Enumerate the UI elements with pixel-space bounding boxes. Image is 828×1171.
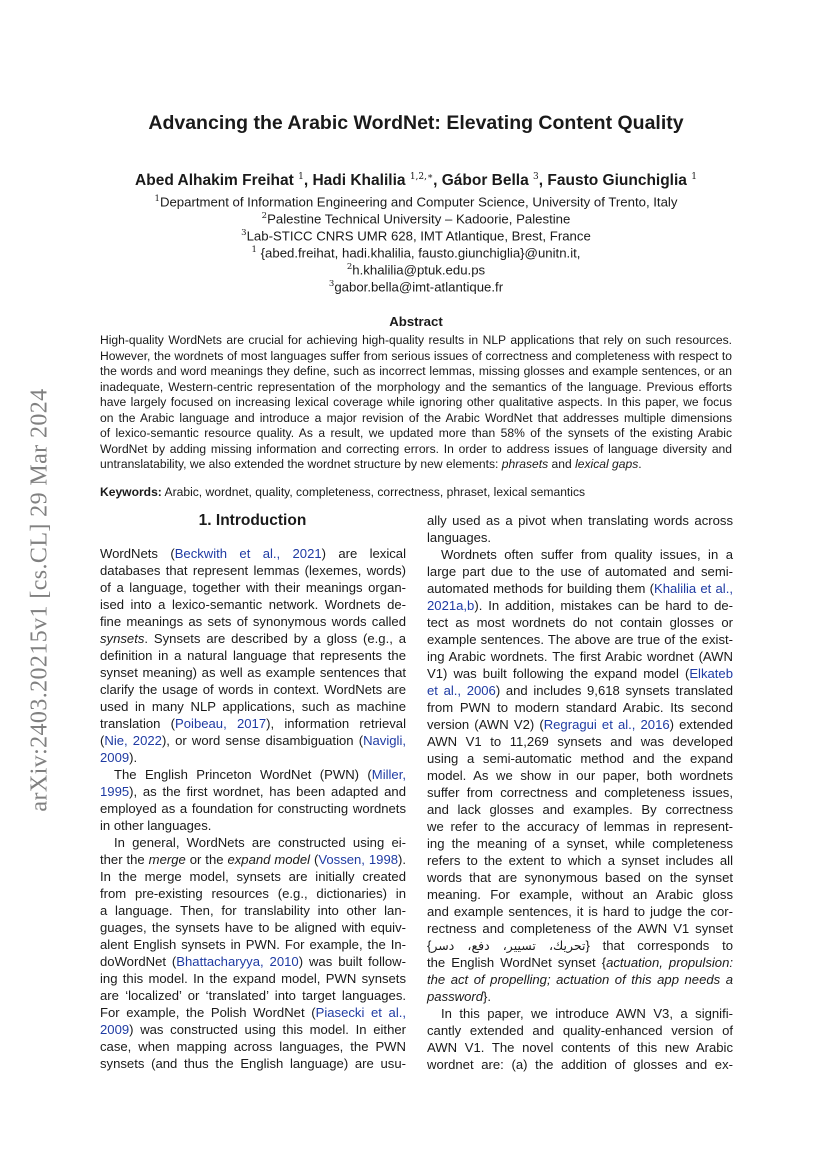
text-line: case, when mapping across languages, the PWN — [100, 1039, 406, 1054]
text-line: In general, WordNets are constructed using ei- — [114, 835, 406, 850]
text-line — [100, 630, 406, 647]
author-name: Fausto Giunchiglia — [547, 172, 687, 190]
citation-link[interactable]: Poibeau, 2017 — [175, 716, 267, 731]
citation-link[interactable]: Nie, 2022 — [104, 733, 162, 748]
line-text: ). — [398, 852, 407, 867]
text-line: model. As we show in our paper, both wordnets — [427, 768, 733, 783]
text-line: tect as most wordnets do not contain glosses or — [427, 615, 733, 630]
text-line: definition in a natural language that represents the — [100, 648, 406, 663]
affiliation-mark: 2 — [346, 262, 353, 272]
text-line — [427, 597, 733, 614]
email-text: gabor.bella@imt-atlantique.fr — [334, 279, 504, 295]
text-line — [100, 851, 406, 868]
line-text: } that corresponds to — [585, 938, 733, 953]
abstract-line: High-quality WordNets are crucial for achieving high-quality results in NLP applications that rely on such resources. — [100, 333, 732, 347]
line-text: ). — [129, 750, 138, 765]
text-line: rectness and completeness of the AWN V1 synset — [427, 921, 733, 936]
arxiv-identifier: arXiv:2403.20215v1 [cs.CL] 29 Mar 2024 — [26, 388, 53, 812]
text-line: synsets (and thus the English language) are usu- — [100, 1056, 406, 1071]
abstract-text: . — [638, 457, 642, 471]
line-text: ) and includes 9,618 synsets translated — [495, 683, 733, 698]
text-line — [427, 954, 733, 971]
arxiv-side-stamp — [18, 340, 62, 860]
affiliation-text: Palestine Technical University – Kadoorie, Palestine — [267, 211, 571, 227]
text-line — [427, 716, 733, 733]
line-text: ( — [100, 733, 105, 748]
citation-link[interactable]: 1995 — [100, 784, 130, 799]
left-column — [100, 545, 406, 1072]
text-line — [100, 1004, 406, 1021]
text-line: ised into a lexico-semantic network. Wordnets de- — [100, 597, 406, 612]
text-line: a language. Then, for translability into other lan- — [100, 903, 406, 918]
citation-link[interactable]: Beckwith et al., 2021 — [174, 546, 322, 561]
text-line — [100, 1021, 406, 1038]
text-line: languages. — [427, 530, 492, 545]
affiliation-mark: 1 — [251, 245, 257, 255]
text-line — [100, 783, 406, 800]
term-text: actuation, propulsion: — [606, 955, 733, 970]
abstract-line: WordNet by adding missing information and correcting errors. In order to address issues of language diversity and — [100, 441, 732, 456]
line-text: ) extended — [669, 717, 733, 732]
text-line: using a semi-automatic method and the expand — [427, 751, 733, 766]
line-text: doWordNet ( — [100, 954, 177, 969]
affiliation-mark: 2 — [261, 211, 268, 221]
line-text: WordNets ( — [100, 546, 175, 561]
line-text: version (AWN V2) ( — [427, 717, 544, 732]
abstract-line: However, the wordnets of most languages suffer from serious issues of correctness and completeness with respect to — [100, 348, 732, 363]
affiliation-text: Department of Information Engineering and Computer Science, University of Trento, Italy — [159, 194, 678, 210]
abstract-line: of lexico-semantic resource quality. As a result, we updated more than 58% of the synsets of the existing Arabic — [100, 426, 732, 440]
keywords-line — [100, 485, 732, 499]
text-line: employed as a foundation for constructing wordnets — [100, 801, 406, 816]
abstract-line: the words and word meanings they define, such as incorrect lemmas, missing glosses and example sentences, or an — [100, 364, 732, 378]
text-line — [100, 545, 406, 562]
arabic-synset-text: تحريك، تسيير، دفع، دسر — [431, 938, 586, 953]
text-line: AWN V1. The novel contents of this new Arabic — [427, 1040, 733, 1055]
author-name: Hadi Khalilia — [312, 172, 406, 190]
line-text: V1) was built following the expand model ( — [427, 666, 690, 681]
text-line — [100, 766, 406, 783]
text-line — [427, 665, 733, 682]
line-text: ). In addition, mistakes can be hard to de- — [474, 598, 733, 613]
section-heading: 1. Introduction — [198, 512, 307, 529]
citation-link[interactable]: Khalilia et al., — [653, 581, 733, 596]
citation-link[interactable]: Piasecki et al., — [315, 1005, 407, 1020]
abstract-term: lexical gaps — [575, 457, 639, 471]
text-line: example sentences. The above are true of the exist- — [427, 632, 733, 647]
abstract-line: on the Arabic language and introduce a major revision of the Arabic WordNet that addresses multiple dimensions — [100, 410, 732, 425]
text-line: words that are synonymous based on the synset — [427, 870, 733, 885]
text-line: and example sentences, it is hard to judge the cor- — [427, 904, 733, 919]
affiliation-text: Lab-STICC CNRS UMR 628, IMT Atlantique, Brest, France — [246, 228, 591, 244]
keywords-label: Keywords: — [100, 485, 162, 499]
author-affiliation-mark: 3 — [533, 172, 539, 182]
line-text: ther the — [100, 852, 149, 867]
text-line: ing Arabic wordnets. The first Arabic wordnet (AWN — [427, 649, 733, 664]
email-text: {abed.freihat, hadi.khalilia, fausto.giunchiglia}@unitn.it, — [256, 245, 581, 261]
text-line: cantly extended and quality-enhanced version of — [427, 1023, 733, 1038]
text-line: refers to the extent to which a synset includes all — [427, 853, 733, 868]
text-line: meaning. For example, without an Arabic gloss — [427, 887, 733, 902]
line-text: . Synsets are described by a gloss (e.g., a — [144, 631, 406, 646]
citation-link[interactable]: 2009 — [100, 750, 130, 765]
line-text: ), information retrieval — [266, 716, 406, 731]
line-text: For example, the Polish WordNet ( — [100, 1005, 316, 1020]
term-text: synsets — [100, 631, 145, 646]
text-line: guages, the synsets have to be aligned with equiv- — [100, 920, 406, 935]
author-affiliation-mark: 1 — [298, 172, 304, 182]
author-list: Abed Alhakim Freihat $^1$, Hadi Khalilia $^{1,2,∗}$, Gábor Bella $^3$, Fausto Giunchiglia $^1$ — [135, 172, 697, 190]
right-column — [427, 512, 733, 1073]
text-line: In this paper, we introduce AWN V3, a signifi- — [441, 1006, 733, 1021]
text-line: the act of propelling; actuation of this app needs a — [427, 972, 733, 987]
text-line: in other languages. — [100, 818, 212, 833]
text-line: and lack glosses and examples. By correctness — [427, 802, 733, 817]
text-line: AWN V1 to 11,269 synsets and was developed — [427, 734, 733, 749]
citation-link[interactable]: 2021a,b — [427, 598, 475, 613]
citation-link[interactable]: et al., 2006 — [427, 683, 496, 698]
text-line: from pre-existing resources (e.g., dictionaries) in — [100, 886, 406, 901]
line-text: ), or word sense disambiguation ( — [161, 733, 364, 748]
affiliation-mark: 3 — [328, 279, 335, 289]
text-line — [427, 580, 733, 597]
text-line: fine meanings as sets of synonymous words called — [100, 614, 406, 629]
text-line: ing this model. In the expand model, PWN synsets — [100, 971, 406, 986]
citation-link[interactable]: Elkateb — [689, 666, 733, 681]
text-line — [100, 732, 406, 749]
text-line — [100, 715, 406, 732]
abstract-line: inadequate, Western-centric representation of the morphology and the semantics of the language. Previous efforts — [100, 379, 732, 394]
text-line: In the merge model, synsets are initially created — [100, 869, 406, 884]
line-text: or the — [185, 852, 228, 867]
abstract-line — [100, 457, 732, 473]
author-affiliation-mark: 1,2,∗ — [409, 172, 434, 182]
text-line — [100, 953, 406, 970]
text-line: synset meaning) as well as example sentences that — [100, 665, 406, 680]
text-line: are ‘localized’ or ‘translated’ into target languages. — [100, 988, 406, 1003]
keywords-text: Arabic, wordnet, quality, completeness, correctness, phraset, lexical semantics — [161, 485, 586, 499]
line-text: ), as the first wordnet, has been adapted and — [129, 784, 406, 799]
line-text: ) are lexical — [321, 546, 407, 561]
text-line — [427, 988, 733, 1005]
abstract-heading: Abstract — [389, 314, 443, 329]
line-text: }. — [483, 989, 492, 1004]
line-text: translation ( — [100, 716, 176, 731]
term-text: merge — [148, 852, 186, 867]
citation-link[interactable]: Regragui et al., 2016 — [543, 717, 670, 732]
text-line: used in many NLP applications, such as machine — [100, 699, 406, 714]
citation-link[interactable]: Vossen, 1998 — [318, 852, 399, 867]
abstract-text: untranslatability, we also extended the wordnet structure by new elements: — [100, 457, 502, 471]
author-name: Gábor Bella — [441, 172, 529, 190]
text-line: of a language, together with their meanings organ- — [100, 580, 406, 595]
text-line: wordnet are: (a) the addition of glosses and ex- — [427, 1057, 733, 1072]
abstract-line: have largely focused on increasing lexical coverage while ignoring other qualitative aspects. In this paper, we focus — [100, 395, 732, 409]
citation-link[interactable]: 2009 — [100, 1022, 130, 1037]
text-line: clarify the usage of words in context. WordNets are — [100, 682, 406, 697]
term-text: password — [427, 989, 484, 1004]
affiliation-mark: 1 — [154, 194, 160, 204]
line-text: automated methods for building them ( — [427, 581, 654, 596]
text-line: from PWN to modern standard Arabic. Its second — [427, 700, 733, 715]
abstract-body — [100, 333, 732, 473]
text-line — [427, 937, 733, 954]
citation-link[interactable]: Miller, — [371, 767, 406, 782]
author-name: Abed Alhakim Freihat — [135, 172, 294, 190]
text-line — [100, 749, 406, 766]
email-line — [100, 276, 732, 295]
text-line: ally used as a pivot when translating words across — [427, 513, 733, 528]
paper-title: Advancing the Arabic WordNet: Elevating Content Quality — [148, 112, 684, 134]
abstract-text: and — [548, 457, 576, 471]
email-text: h.khalilia@ptuk.edu.ps — [352, 262, 486, 278]
text-line: suffer from correctness and completeness issues, — [427, 785, 733, 800]
text-line: ing the meaning of a synset, while completeness — [427, 836, 733, 851]
line-text: the English WordNet synset { — [427, 955, 607, 970]
affiliation-mark: 3 — [241, 228, 247, 238]
text-line: databases that represent lemmas (lexemes, words) — [100, 563, 406, 578]
citation-link[interactable]: Navigli, — [363, 733, 406, 748]
line-text: The English Princeton WordNet (PWN) ( — [114, 767, 372, 782]
text-line: large part due to the use of automated and semi- — [427, 564, 733, 579]
line-text: ( — [310, 852, 319, 867]
citation-link[interactable]: Bhattacharyya, 2010 — [176, 954, 299, 969]
line-text: ) was built follow- — [298, 954, 406, 969]
term-text: expand model — [227, 852, 311, 867]
text-line — [427, 682, 733, 699]
line-text: { — [427, 938, 432, 953]
text-line: Wordnets often suffer from quality issues, in a — [441, 547, 733, 562]
line-text: ) was constructed using this model. In either — [129, 1022, 406, 1037]
author-affiliation-mark: 1 — [691, 172, 697, 182]
text-line: alent English synsets in PWN. For example, the In- — [100, 937, 406, 952]
text-line: we refer to the accuracy of lemmas in represent- — [427, 819, 733, 834]
abstract-term: phrasets — [501, 457, 549, 471]
